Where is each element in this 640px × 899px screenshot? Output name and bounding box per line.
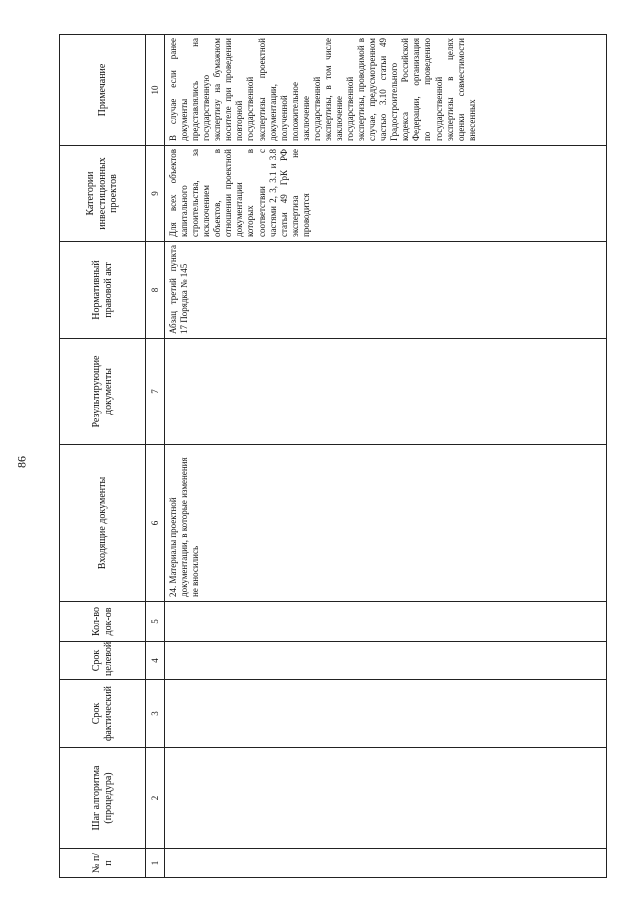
column-number: 8 xyxy=(146,242,165,339)
cell-doc-count xyxy=(165,602,607,642)
column-number-row xyxy=(146,35,165,878)
cell-note: В случае если ранее документы представлялись на государственную экспертизу на бумажном носителе при проведении повторной государственной экспертизы проектной документации, полученной положительное заключение государственной экспертизы, в том числе заключение государственной экспертизы, проводимой в случае, предусмотренном частью 3.10 статьи 49 Градостроительного кодекса Российской Федерации, организация по проведению государственной экспертизы в целях оценки совместимости внесенных xyxy=(165,35,607,146)
column-number: 5 xyxy=(146,602,165,642)
page-number: 86 xyxy=(14,456,29,468)
header-cell: Категории инвестиционных проектов xyxy=(60,146,146,242)
header-cell: Срок целевой xyxy=(60,642,146,680)
header-cell: Входящие документы xyxy=(60,445,146,602)
column-number: 10 xyxy=(146,35,165,146)
table-row xyxy=(165,35,607,878)
cell-target-term xyxy=(165,642,607,680)
cell-incoming-documents: 24. Материалы проектной документации, в которые изменения не вносились xyxy=(165,445,607,602)
column-number: 1 xyxy=(146,849,165,878)
column-number: 6 xyxy=(146,445,165,602)
cell-actual-term xyxy=(165,680,607,748)
column-number: 9 xyxy=(146,146,165,242)
cell-result-documents xyxy=(165,339,607,445)
header-cell: Нормативный правовой акт xyxy=(60,242,146,339)
column-number: 7 xyxy=(146,339,165,445)
header-cell: Результирующие документы xyxy=(60,339,146,445)
cell-project-categories: Для всех объектов капитального строительства, за исключением объектов, в отношении проектной документации которых в соответствии с частями 2, 3, 3.1 и 3.8 статьи 49 ГрК РФ экспертиза не проводится xyxy=(165,146,607,242)
rotated-table-container xyxy=(59,35,607,878)
header-cell: Шаг алгоритма (процедура) xyxy=(60,748,146,849)
header-cell: Кол-во док-ов xyxy=(60,602,146,642)
algorithm-table xyxy=(59,34,607,878)
column-number: 2 xyxy=(146,748,165,849)
column-number: 3 xyxy=(146,680,165,748)
cell-step xyxy=(165,748,607,849)
header-row xyxy=(60,35,146,878)
column-number: 4 xyxy=(146,642,165,680)
header-cell: № п/п xyxy=(60,849,146,878)
cell-number xyxy=(165,849,607,878)
header-cell: Примечание xyxy=(60,35,146,146)
header-cell: Срок фактический xyxy=(60,680,146,748)
cell-legal-act: Абзац третий пункта 17 Порядка № 145 xyxy=(165,242,607,339)
